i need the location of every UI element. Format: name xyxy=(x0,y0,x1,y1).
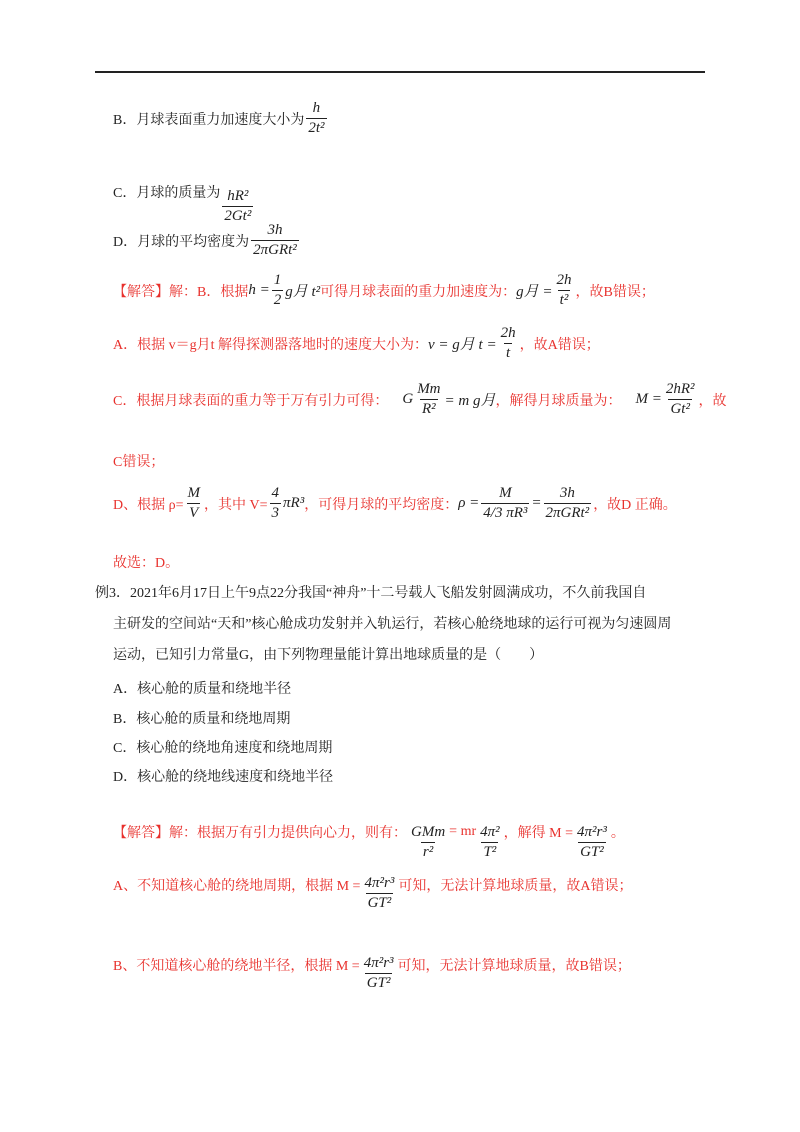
numerator: 4π²r³ xyxy=(363,955,394,971)
formula: G xyxy=(402,391,414,407)
text: ，故 xyxy=(698,393,727,409)
denominator: 2 xyxy=(273,292,282,308)
numerator: GMm xyxy=(411,824,446,840)
formula: v = g月 t = xyxy=(428,337,497,353)
numerator: M xyxy=(499,485,512,501)
text: ，故D 正确。 xyxy=(593,497,677,513)
numerator: 2hR² xyxy=(665,381,695,397)
denominator: 2πGRt² xyxy=(253,242,297,258)
denominator: 3 xyxy=(271,505,280,521)
text: ，可得月球的平均密度： xyxy=(304,497,459,513)
text: B、不知道核心舱的绕地半径，根据 M = xyxy=(113,959,360,974)
fraction xyxy=(409,824,447,861)
formula: = m g月 xyxy=(444,393,496,409)
denominator: t xyxy=(505,345,511,361)
fraction xyxy=(664,381,697,418)
denominator: GT² xyxy=(366,975,391,991)
text: A．根据 v＝g月t 解得探测器落地时的速度大小为： xyxy=(113,337,428,353)
numerator: 2h xyxy=(556,272,572,288)
numerator: 3h xyxy=(267,222,283,238)
solution1-c xyxy=(113,381,727,418)
example3-line: 主研发的空间站“天和”核心舱成功发射并入轨运行，若核心舱绕地球的运行可视为匀速圆周 xyxy=(113,617,672,632)
example3-option-b: B．核心舱的质量和绕地周期 xyxy=(113,712,291,727)
option-text: C．月球的质量为 xyxy=(113,185,221,201)
fraction xyxy=(362,955,396,992)
denominator: GT² xyxy=(580,844,604,860)
formula: g月 = xyxy=(516,284,553,300)
numerator: 1 xyxy=(273,272,282,288)
example3-option-a: A．核心舱的质量和绕地半径 xyxy=(113,682,292,697)
denominator: T² xyxy=(483,844,497,860)
numerator: Mm xyxy=(417,381,441,397)
solution1-b xyxy=(113,272,655,309)
option-text: B．月球表面重力加速度大小为 xyxy=(113,112,305,128)
fraction xyxy=(478,824,502,861)
numerator: 4π²r³ xyxy=(364,875,395,891)
example3-line: 例3．2021年6月17日上午9点22分我国“神舟”十二号载人飞船发射圆满成功，不久前我国自 xyxy=(95,586,647,601)
fraction xyxy=(544,485,592,522)
denominator: R² xyxy=(422,401,436,417)
option-b xyxy=(113,100,329,137)
text: D、根据 ρ= xyxy=(113,497,184,513)
option-text: D．月球的平均密度为 xyxy=(113,234,250,250)
fraction xyxy=(186,485,203,522)
text: 解：根据万有引力提供向心力，则有： xyxy=(169,825,407,841)
solution1-a xyxy=(113,325,600,362)
solution1-choice: 故选：D。 xyxy=(113,556,180,571)
numerator: h xyxy=(312,100,321,116)
fraction xyxy=(222,188,253,225)
denominator: 2πGRt² xyxy=(545,505,590,521)
example3-line: 运动，已知引力常量G，由下列物理量能计算出地球质量的是（ ） xyxy=(113,648,544,663)
fraction xyxy=(272,272,284,309)
text: = mr xyxy=(449,823,477,839)
option-c xyxy=(113,158,255,225)
numerator: hR² xyxy=(227,188,249,204)
formula: = xyxy=(531,495,542,511)
fraction xyxy=(270,485,282,522)
denominator: r² xyxy=(422,844,434,860)
example3-option-d: D．核心舱的绕地线速度和绕地半径 xyxy=(113,770,334,785)
denominator: GT² xyxy=(367,895,392,911)
solution1-d xyxy=(113,485,677,522)
text: 解：B．根据 xyxy=(169,284,249,300)
answer-tag: 【解答】 xyxy=(113,284,169,300)
formula: h = xyxy=(248,282,270,298)
text: 可知，无法计算地球质量，故B错误； xyxy=(397,959,631,974)
fraction xyxy=(499,325,518,362)
fraction xyxy=(415,381,442,418)
solution2-main xyxy=(113,802,625,861)
numerator: M xyxy=(187,485,200,501)
solution2-b xyxy=(113,955,631,992)
header-rule xyxy=(95,71,705,73)
numerator: 3h xyxy=(559,485,575,501)
text: ，故A错误； xyxy=(519,337,600,353)
text: ，解得 M = xyxy=(503,825,573,841)
text: ，解得月球质量为： xyxy=(495,393,622,409)
fraction xyxy=(575,824,609,861)
text: A、不知道核心舱的绕地周期，根据 M = xyxy=(113,879,361,894)
fraction xyxy=(251,222,299,259)
numerator: 2h xyxy=(500,325,516,341)
numerator: 4π²r³ xyxy=(576,824,607,840)
formula: g月 t² xyxy=(285,284,321,300)
fraction xyxy=(481,485,529,522)
formula: M = xyxy=(635,391,662,407)
fraction xyxy=(555,272,574,309)
denominator: t² xyxy=(559,292,569,308)
text: C．根据月球表面的重力等于万有引力可得： xyxy=(113,393,389,409)
fraction xyxy=(362,875,396,912)
example3-option-c: C．核心舱的绕地角速度和绕地周期 xyxy=(113,741,333,756)
text: 可知，无法计算地球质量，故A错误； xyxy=(398,879,633,894)
text: ，故B错误； xyxy=(575,284,655,300)
formula: πR³ xyxy=(283,495,305,511)
denominator: V xyxy=(189,505,199,521)
denominator: 4/3 πR³ xyxy=(483,505,528,521)
answer-tag: 【解答】 xyxy=(113,825,169,841)
denominator: Gt² xyxy=(670,401,690,417)
formula: ρ = xyxy=(458,495,480,511)
denominator: 2t² xyxy=(308,120,325,136)
denominator: 2Gt² xyxy=(224,208,252,224)
solution2-a xyxy=(113,875,632,912)
fraction xyxy=(306,100,326,137)
solution1-c-cont: C错误； xyxy=(113,455,165,470)
numerator: 4 xyxy=(271,485,280,501)
text: 。 xyxy=(610,825,625,841)
text: ，其中 V= xyxy=(204,497,268,513)
text: 可得月球表面的重力加速度为： xyxy=(320,284,517,300)
numerator: 4π² xyxy=(480,824,500,840)
option-d xyxy=(113,222,301,259)
